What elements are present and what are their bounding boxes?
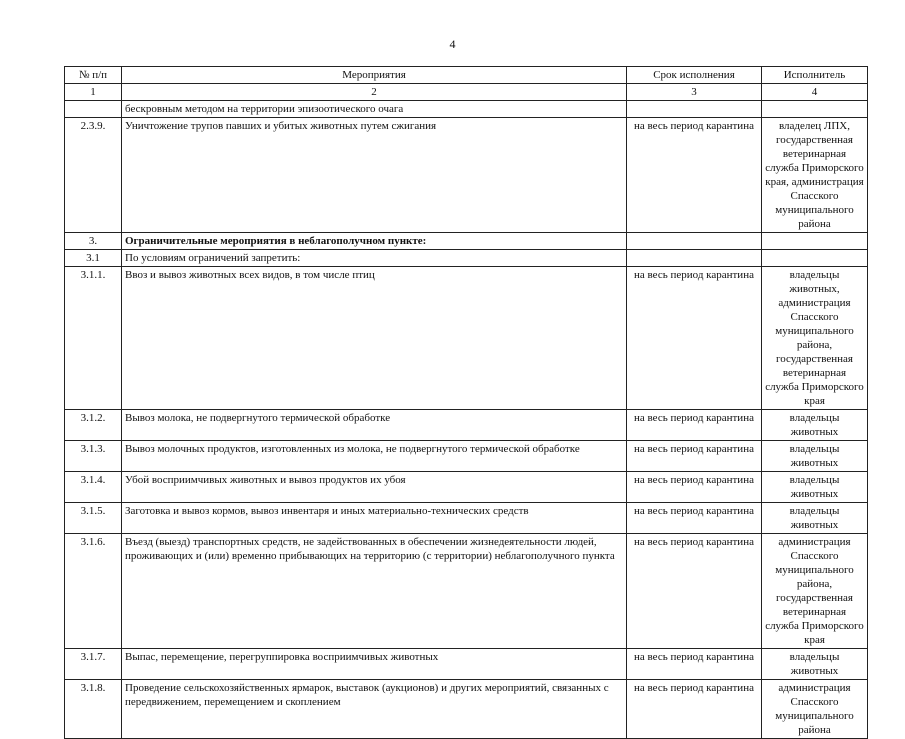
- row-number-cell: 3.1.4.: [65, 472, 122, 503]
- table-row: [65, 472, 868, 503]
- header-term: Срок исполнения: [627, 67, 762, 84]
- index-cell: 3: [627, 84, 762, 101]
- table-row: [65, 410, 868, 441]
- header-executor: Исполнитель: [762, 67, 868, 84]
- term-cell: на весь период карантина: [627, 503, 762, 534]
- table-row: [65, 250, 868, 267]
- term-cell: [627, 233, 762, 250]
- executor-cell: владельцы животных: [762, 410, 868, 441]
- row-number-cell: 3.1.7.: [65, 649, 122, 680]
- term-cell: на весь период карантина: [627, 118, 762, 233]
- event-cell: Вывоз молочных продуктов, изготовленных из молока, не подвергнутого термической обработке: [122, 441, 627, 472]
- term-cell: на весь период карантина: [627, 410, 762, 441]
- executor-cell: владельцы животных, администрация Спасского муниципального района, государственная ветеринарная служба Приморского края: [762, 267, 868, 410]
- executor-cell: [762, 233, 868, 250]
- row-number-cell: 3.1.2.: [65, 410, 122, 441]
- index-cell: 4: [762, 84, 868, 101]
- table-row: [65, 267, 868, 410]
- term-cell: на весь период карантина: [627, 441, 762, 472]
- event-cell: По условиям ограничений запретить:: [122, 250, 627, 267]
- header-row: [65, 67, 868, 84]
- term-cell: на весь период карантина: [627, 472, 762, 503]
- row-number-cell: 3.: [65, 233, 122, 250]
- event-cell: Вывоз молока, не подвергнутого термической обработке: [122, 410, 627, 441]
- event-cell: бескровным методом на территории эпизоотического очага: [122, 101, 627, 118]
- executor-cell: владельцы животных: [762, 503, 868, 534]
- page-number: 4: [449, 37, 456, 51]
- header-event: Мероприятия: [122, 67, 627, 84]
- event-cell: Убой восприимчивых животных и вывоз продуктов их убоя: [122, 472, 627, 503]
- table-row: [65, 503, 868, 534]
- header-num: № п/п: [65, 67, 122, 84]
- event-cell: Выпас, перемещение, перегруппировка восприимчивых животных: [122, 649, 627, 680]
- event-cell: Ввоз и вывоз животных всех видов, в том числе птиц: [122, 267, 627, 410]
- table-row: [65, 680, 868, 739]
- term-cell: на весь период карантина: [627, 680, 762, 739]
- table-row: [65, 649, 868, 680]
- row-number-cell: 3.1.8.: [65, 680, 122, 739]
- term-cell: на весь период карантина: [627, 267, 762, 410]
- index-cell: 1: [65, 84, 122, 101]
- table-row: [65, 534, 868, 649]
- executor-cell: владельцы животных: [762, 472, 868, 503]
- index-row: [65, 84, 868, 101]
- row-number-cell: 3.1.1.: [65, 267, 122, 410]
- executor-cell: владельцы животных: [762, 649, 868, 680]
- executor-cell: [762, 101, 868, 118]
- table-row: [65, 441, 868, 472]
- term-cell: на весь период карантина: [627, 649, 762, 680]
- row-number-cell: 3.1: [65, 250, 122, 267]
- event-cell: Заготовка и вывоз кормов, вывоз инвентаря и иных материально-технических средств: [122, 503, 627, 534]
- executor-cell: администрация Спасского муниципального района, государственная ветеринарная служба Приморского края: [762, 534, 868, 649]
- table-row: [65, 101, 868, 118]
- row-number-cell: [65, 101, 122, 118]
- term-cell: [627, 250, 762, 267]
- row-number-cell: 3.1.5.: [65, 503, 122, 534]
- executor-cell: владельцы животных: [762, 441, 868, 472]
- row-number-cell: 2.3.9.: [65, 118, 122, 233]
- event-cell: Уничтожение трупов павших и убитых животных путем сжигания: [122, 118, 627, 233]
- executor-cell: [762, 250, 868, 267]
- measures-table: [64, 66, 868, 739]
- row-number-cell: 3.1.6.: [65, 534, 122, 649]
- event-cell: Ограничительные мероприятия в неблагополучном пункте:: [122, 233, 627, 250]
- term-cell: на весь период карантина: [627, 534, 762, 649]
- index-cell: 2: [122, 84, 627, 101]
- executor-cell: администрация Спасского муниципального района: [762, 680, 868, 739]
- row-number-cell: 3.1.3.: [65, 441, 122, 472]
- event-cell: Проведение сельскохозяйственных ярмарок, выставок (аукционов) и других мероприятий, связанных с передвижением, перемещением и скоплением: [122, 680, 627, 739]
- term-cell: [627, 101, 762, 118]
- executor-cell: владелец ЛПХ, государственная ветеринарная служба Приморского края, администрация Спасского муниципального района: [762, 118, 868, 233]
- event-cell: Въезд (выезд) транспортных средств, не задействованных в обеспечении жизнедеятельности людей, проживающих и (или) временно прибывающих на территорию (с территории) неблагополучного пункта: [122, 534, 627, 649]
- table-row: [65, 118, 868, 233]
- table-row: [65, 233, 868, 250]
